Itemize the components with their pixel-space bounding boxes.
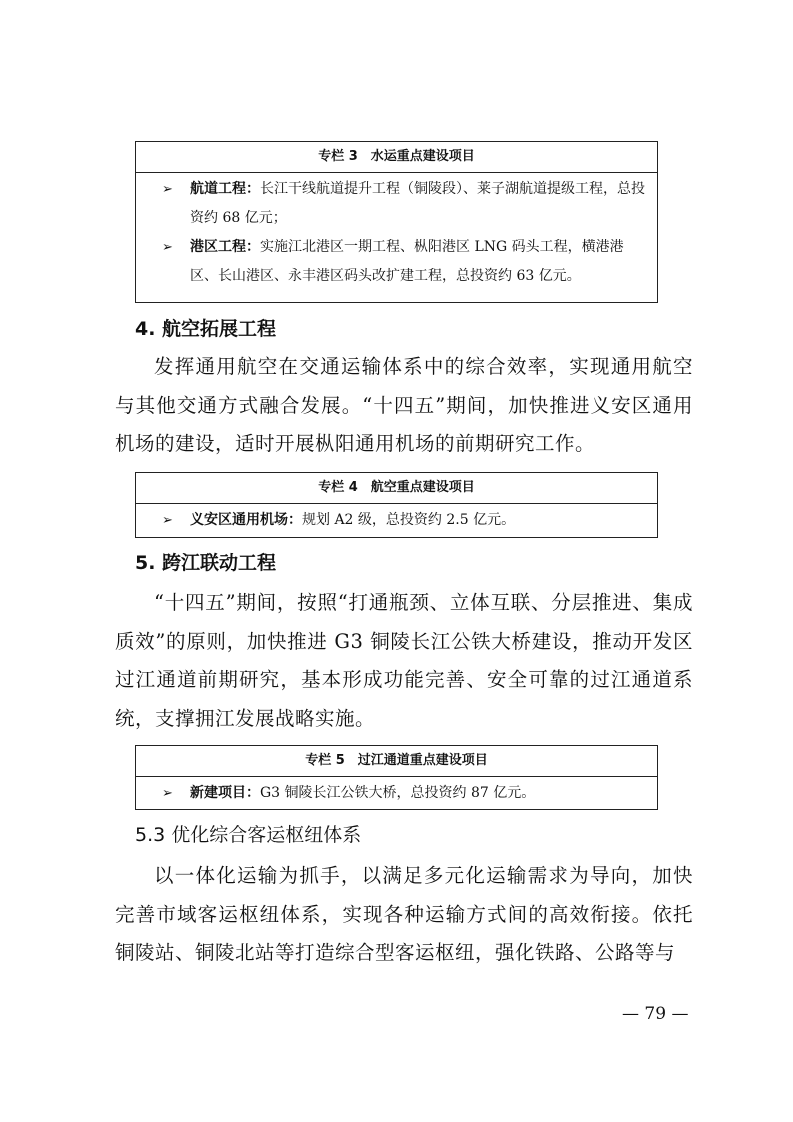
feature-box-3-title: 专栏 3 水运重点建设项目 (136, 142, 657, 173)
item-text: 长江干线航道提升工程（铜陵段）、莱子湖航道提级工程，总投资约 68 亿元； (190, 181, 645, 226)
section-5-3-paragraph: 以一体化运输为抓手，以满足多元化运输需求为导向，加快完善市域客运枢纽体系，实现各种运输方式间的高效衔接。依托铜陵站、铜陵北站等打造综合型客运枢纽，强化铁路、公路等与 (115, 864, 693, 964)
item-label: 航道工程： (190, 181, 260, 197)
feature-box-4 (135, 472, 658, 538)
item-label: 义安区通用机场： (190, 512, 302, 528)
list-item (148, 506, 649, 535)
item-text: 实施江北港区一期工程、枞阳港区 LNG 码头工程，横港港区、长山港区、永丰港区码头改扩建工程，总投资约 63 亿元。 (190, 239, 624, 284)
item-label: 港区工程： (190, 239, 260, 255)
arrow-right-icon: ➢ (162, 240, 173, 255)
feature-box-3-body (136, 173, 657, 295)
feature-box-5-body (136, 777, 657, 812)
feature-box-4-title: 专栏 4 航空重点建设项目 (136, 473, 657, 504)
arrow-right-icon: ➢ (162, 786, 173, 801)
item-label: 新建项目： (190, 785, 260, 801)
item-text: G3 铜陵长江公铁大桥，总投资约 87 亿元。 (260, 785, 536, 801)
feature-box-4-body (136, 504, 657, 539)
section-heading-5: 5. 跨江联动工程 (135, 552, 277, 574)
item-text: 规划 A2 级，总投资约 2.5 亿元。 (302, 512, 516, 528)
feature-box-5-title: 专栏 5 过江通道重点建设项目 (136, 746, 657, 777)
section-5-paragraph: “十四五”期间，按照“打通瓶颈、立体互联、分层推进、集成质效”的原则，加快推进 G3 铜陵长江公铁大桥建设，推动开发区过江通道前期研究，基本形成功能完善、安全可靠的过江通道系统，支撑拥江发展战略实施。 (115, 591, 693, 730)
section-heading-4: 4. 航空拓展工程 (135, 318, 277, 340)
arrow-right-icon: ➢ (162, 182, 173, 197)
list-item (148, 175, 649, 233)
page-number: — 79 — (622, 1004, 689, 1024)
arrow-right-icon: ➢ (162, 513, 173, 528)
list-item (148, 779, 649, 808)
feature-box-5 (135, 745, 658, 810)
feature-box-3 (135, 141, 658, 303)
section-4-paragraph: 发挥通用航空在交通运输体系中的综合效率，实现通用航空与其他交通方式融合发展。“十四五”期间，加快推进义安区通用机场的建设，适时开展枞阳通用机场的前期研究工作。 (115, 355, 693, 455)
section-heading-5-3: 5.3 优化综合客运枢纽体系 (135, 824, 362, 846)
list-item (148, 233, 649, 291)
